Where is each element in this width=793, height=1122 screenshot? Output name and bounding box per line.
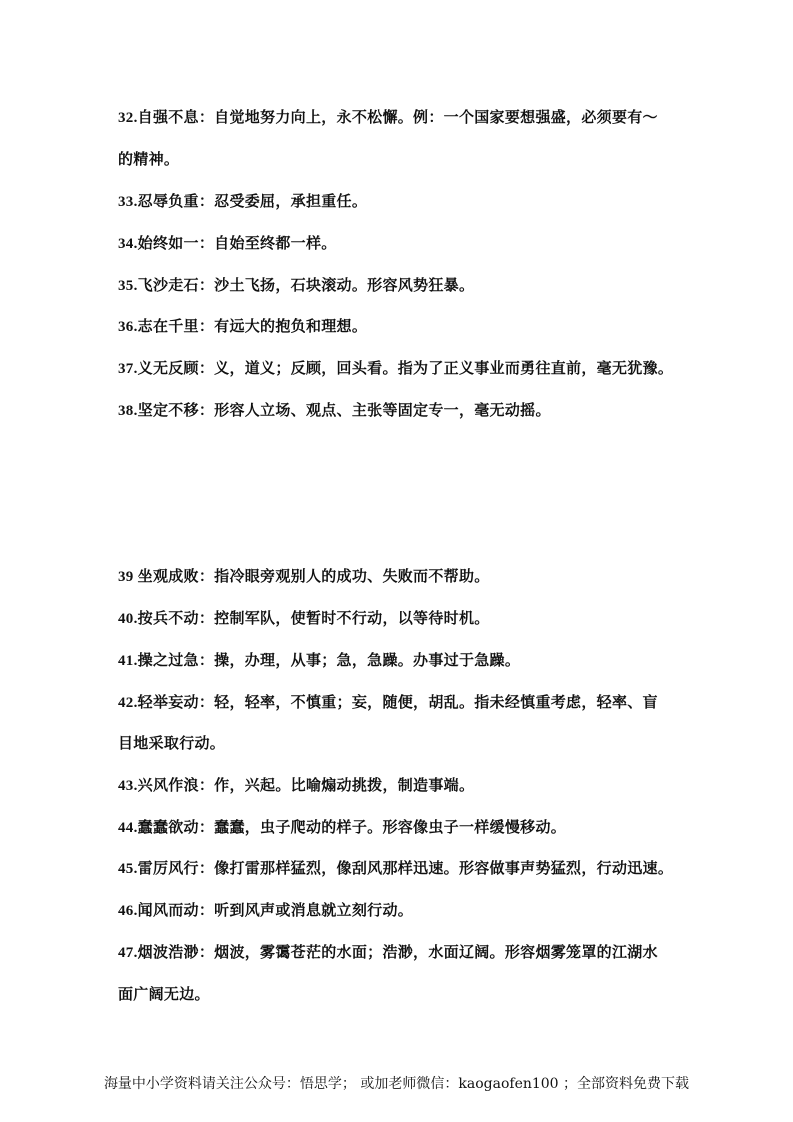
entry-text: 烟波浩渺：烟波，雾霭苍茫的水面；浩渺，水面辽阔。形容烟雾笼罩的江湖水 — [137, 943, 658, 961]
entry-number: 32. — [118, 110, 138, 126]
idiom-entry-41 — [118, 650, 688, 671]
entry-text: 的精神。 — [118, 150, 180, 168]
idiom-entry-36 — [118, 316, 688, 337]
entry-text: 始终如一：自始至终都一样。 — [137, 234, 337, 252]
entry-text: 自强不息：自觉地努力向上，永不松懈。例：一个国家要想强盛，必须要有～ — [137, 108, 658, 126]
entry-text: 义无反顾：义，道义；反顾，回头看。指为了正义事业而勇往直前，毫无犹豫。 — [137, 359, 674, 377]
entry-number: 40. — [118, 611, 138, 627]
entry-number: 39 — [118, 569, 138, 585]
idiom-entry-33 — [118, 191, 688, 212]
entry-number: 45. — [118, 861, 138, 877]
entry-text: 按兵不动：控制军队，使暂时不行动，以等待时机。 — [137, 609, 490, 627]
entry-number: 34. — [118, 236, 138, 252]
entry-text: 志在千里：有远大的抱负和理想。 — [137, 317, 368, 335]
idiom-entry-38 — [118, 400, 688, 421]
entry-number: 41. — [118, 653, 138, 669]
entry-text: 坐观成败：指冷眼旁观别人的成功、失败而不帮助。 — [137, 567, 490, 585]
idiom-entry-39 — [118, 566, 688, 587]
idiom-entry-37 — [118, 358, 688, 379]
entry-number: 33. — [118, 194, 138, 210]
idiom-entry-42-continued — [118, 733, 688, 753]
entry-number: 37. — [118, 361, 138, 377]
idiom-entry-32 — [118, 107, 688, 128]
entry-text: 闻风而动：听到风声或消息就立刻行动。 — [137, 901, 414, 919]
page-footer: 海量中小学资料请关注公众号：悟思学； 或加老师微信：kaogaofen100 ；全部资料免费下载 — [103, 1076, 690, 1092]
idiom-entry-44 — [118, 817, 688, 838]
idiom-entry-47 — [118, 942, 688, 963]
entry-number: 36. — [118, 319, 138, 335]
entry-text: 雷厉风行：像打雷那样猛烈，像刮风那样迅速。形容做事声势猛烈，行动迅速。 — [137, 859, 674, 877]
entry-number: 44. — [118, 820, 138, 836]
entry-text: 操之过急：操，办理，从事；急，急躁。办事过于急躁。 — [137, 651, 521, 669]
idiom-entry-32-continued — [118, 149, 688, 169]
idiom-entry-43 — [118, 775, 688, 796]
entry-text: 兴风作浪：作，兴起。比喻煽动挑拨，制造事端。 — [137, 776, 475, 794]
idiom-entry-47-continued — [118, 984, 688, 1004]
idiom-entry-46 — [118, 900, 688, 921]
entry-number: 42. — [118, 695, 138, 711]
idiom-entry-35 — [118, 275, 688, 296]
entry-text: 坚定不移：形容人立场、观点、主张等固定专一，毫无动摇。 — [137, 401, 551, 419]
entry-number: 35. — [118, 278, 138, 294]
entry-text: 目地采取行动。 — [118, 734, 226, 752]
idiom-entry-45 — [118, 858, 688, 879]
idiom-entry-34 — [118, 233, 688, 254]
idiom-entry-40 — [118, 608, 688, 629]
entry-text: 蠢蠢欲动：蠢蠢，虫子爬动的样子。形容像虫子一样缓慢移动。 — [137, 818, 567, 836]
entry-text: 轻举妄动：轻，轻率，不慎重；妄，随便，胡乱。指未经慎重考虑，轻率、盲 — [137, 693, 658, 711]
entry-text: 面广阔无边。 — [118, 985, 210, 1003]
entry-text: 忍辱负重：忍受委屈，承担重任。 — [137, 192, 368, 210]
idiom-entry-42 — [118, 692, 688, 713]
entry-number: 38. — [118, 403, 138, 419]
entry-number: 43. — [118, 778, 138, 794]
entry-number: 46. — [118, 903, 138, 919]
entry-number: 47. — [118, 945, 138, 961]
entry-text: 飞沙走石：沙土飞扬，石块滚动。形容风势狂暴。 — [137, 276, 475, 294]
